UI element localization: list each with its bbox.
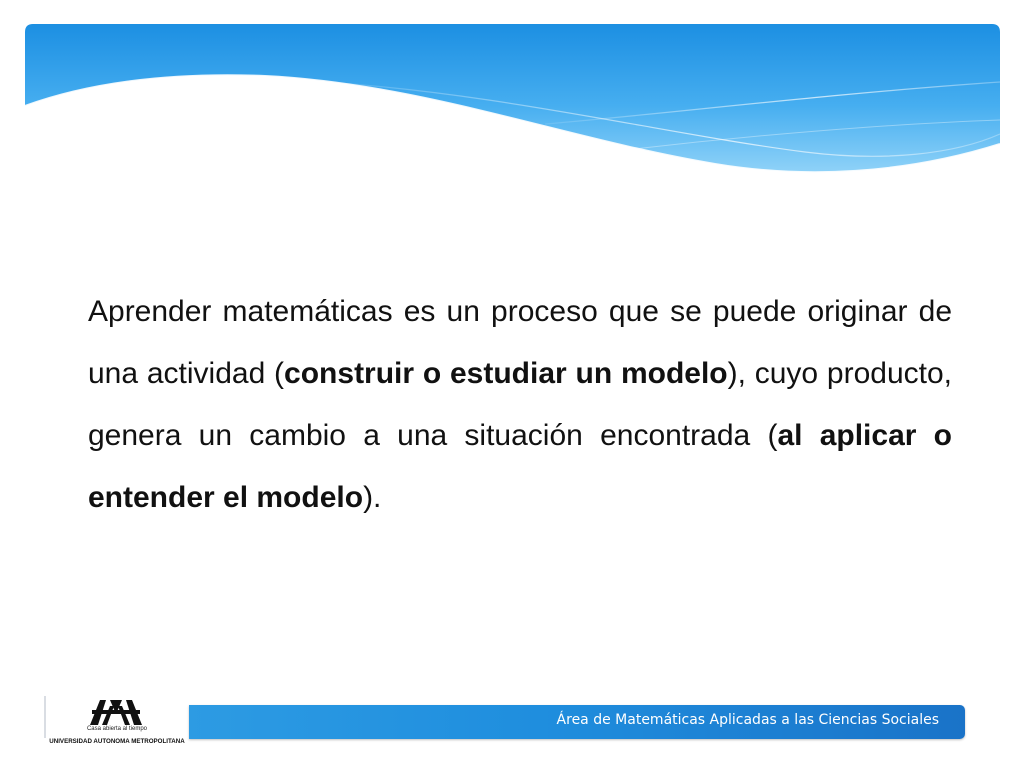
- logo-motto: Casa abierta al tiempo: [86, 726, 148, 732]
- uam-logo: [44, 694, 190, 752]
- text-bold-1: construir o estudiar un modelo: [284, 357, 728, 390]
- uam-emblem-icon: [88, 698, 144, 726]
- slide-body-text: [88, 281, 952, 529]
- footer-label: Área de Matemáticas Aplicadas a las Ciencias Sociales: [556, 712, 939, 728]
- logo-university-name: UNIVERSIDAD AUTONOMA METROPOLITANA: [49, 738, 185, 745]
- footer-bar: [189, 705, 965, 739]
- text-part-3: ).: [363, 481, 382, 514]
- text-part-1: Aprender matemáticas es un proceso que se puede originar de una actividad (: [88, 295, 952, 390]
- text-bold-2: al aplicar o entender el modelo: [88, 419, 952, 514]
- text-part-2: ), cuyo producto, genera un cambio a una situación encontrada (: [88, 357, 952, 452]
- header-wave-banner: [25, 24, 1000, 184]
